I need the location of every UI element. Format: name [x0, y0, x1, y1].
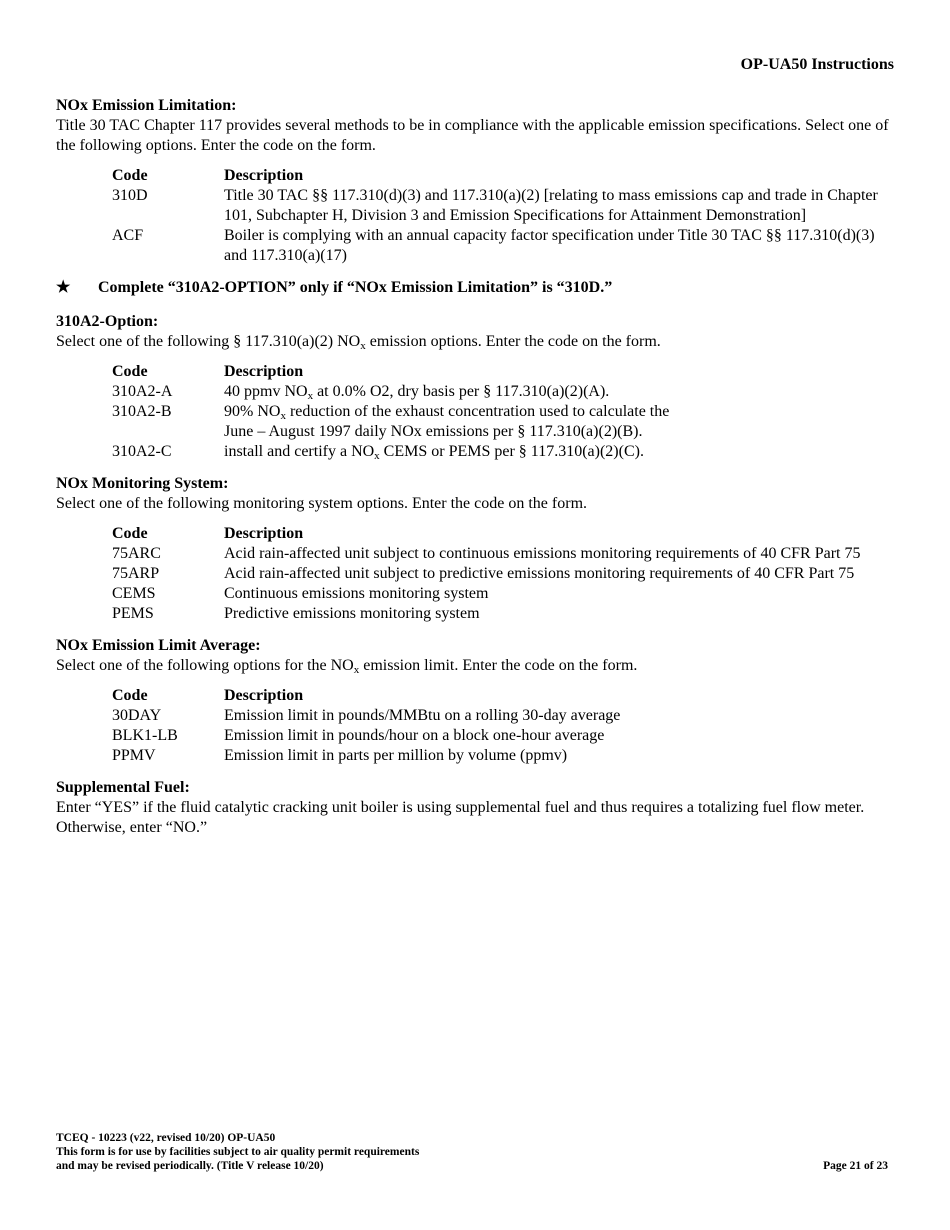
table-row	[112, 564, 861, 584]
note-text: Complete “310A2-OPTION” only if “NOx Emission Limitation” is “310D.”	[98, 279, 613, 296]
table-row	[112, 604, 861, 624]
column-header-description: Description	[224, 363, 304, 380]
description-cell: 40 ppmv $NO_x$ at 0.0% O2, dry basis per § 117.310(a)(2)(A).	[224, 383, 610, 402]
table-row	[112, 746, 620, 766]
code-table	[112, 524, 861, 624]
description-cell: Acid rain-affected unit subject to predictive emissions monitoring requirements of 40 CFR Part 75	[224, 565, 855, 582]
table-row	[112, 402, 669, 442]
code-cell: 75ARP	[112, 565, 160, 582]
code-cell: BLK1-LB	[112, 727, 178, 744]
document-body	[56, 96, 894, 850]
code-cell: 30DAY	[112, 707, 162, 724]
table-row	[112, 186, 894, 226]
table-row	[112, 584, 861, 604]
section-nox-emission-limitation	[56, 96, 894, 266]
description-cell: Title 30 TAC §§ 117.310(d)(3) and 117.310(a)(2) [relating to mass emissions cap and trade in Chapter 101, Subchapter H, Division 3 and Emission Specifications for Attainment Demonstration]	[224, 187, 878, 224]
section-intro: Title 30 TAC Chapter 117 provides several methods to be in compliance with the applicable emission specifications. Select one of the following options. Enter the code on the form.	[56, 117, 889, 154]
section-title: Supplemental Fuel:	[56, 779, 190, 796]
description-cell: Boiler is complying with an annual capacity factor specification under Title 30 TAC §§ 117.310(d)(3) and 117.310(a)(17)	[224, 227, 875, 264]
section-title: 310A2-Option:	[56, 313, 159, 330]
column-header-code: Code	[112, 167, 148, 184]
star-icon: ★	[56, 279, 71, 296]
footer-form-id: TCEQ - 10223 (v22, revised 10/20) OP-UA50	[56, 1132, 276, 1144]
code-cell: PEMS	[112, 605, 154, 622]
table-row	[112, 442, 669, 462]
column-header-code: Code	[112, 363, 148, 380]
code-table	[112, 362, 669, 462]
code-cell: CEMS	[112, 585, 156, 602]
section-title: NOx Emission Limit Average:	[56, 637, 261, 654]
page-footer	[56, 1131, 888, 1173]
section-nox-emission-limit-average	[56, 636, 894, 766]
code-cell: 310A2-B	[112, 403, 172, 420]
page-number: Page 21 of 23	[823, 1160, 888, 1172]
code-cell: 310A2-A	[112, 383, 173, 400]
section-title: NOx Monitoring System:	[56, 475, 229, 492]
section-intro: Select one of the following § 117.310(a)(2) $NO_x$ emission options. Enter the code on the form.	[56, 333, 661, 352]
table-row	[112, 726, 620, 746]
table-header-row	[112, 686, 620, 706]
code-cell: 310D	[112, 187, 148, 204]
table-header-row	[112, 524, 861, 544]
description-cell: 90% $NO_x$ reduction of the exhaust concentration used to calculate the June – August 1997 daily NOx emissions per § 117.310(a)(2)(B).	[224, 403, 670, 440]
description-cell: Acid rain-affected unit subject to continuous emissions monitoring requirements of 40 CFR Part 75	[224, 545, 861, 562]
code-cell: PPMV	[112, 747, 156, 764]
description-cell: Emission limit in parts per million by volume (ppmv)	[224, 747, 568, 764]
code-cell: 310A2-C	[112, 443, 172, 460]
section-intro: Select one of the following monitoring system options. Enter the code on the form.	[56, 495, 588, 512]
table-row	[112, 226, 894, 266]
footer-notice-line: This form is for use by facilities subject to air quality permit requirements	[56, 1146, 420, 1158]
description-cell: Emission limit in pounds/MMBtu on a rolling 30-day average	[224, 707, 621, 724]
column-header-code: Code	[112, 687, 148, 704]
footer-notice-line: and may be revised periodically. (Title V release 10/20)	[56, 1160, 324, 1172]
table-row	[112, 706, 620, 726]
description-cell: Predictive emissions monitoring system	[224, 605, 480, 622]
description-cell: install and certify a $NO_x$ CEMS or PEMS per § 117.310(a)(2)(C).	[224, 443, 644, 462]
table-row	[112, 382, 669, 402]
column-header-code: Code	[112, 525, 148, 542]
description-cell: Continuous emissions monitoring system	[224, 585, 489, 602]
code-cell: 75ARC	[112, 545, 161, 562]
section-title: NOx Emission Limitation:	[56, 97, 237, 114]
table-row	[112, 544, 861, 564]
table-header-row	[112, 362, 669, 382]
column-header-description: Description	[224, 525, 304, 542]
code-cell: ACF	[112, 227, 144, 244]
section-310a2-option	[56, 312, 894, 462]
column-header-description: Description	[224, 167, 304, 184]
page-header-title: OP-UA50 Instructions	[740, 56, 894, 73]
instruction-note	[56, 278, 894, 298]
description-cell: Emission limit in pounds/hour on a block one-hour average	[224, 727, 605, 744]
section-text: Enter “YES” if the fluid catalytic cracking unit boiler is using supplemental fuel and thus requires a totalizing fuel flow meter. Otherwise, enter “NO.”	[56, 799, 865, 836]
code-table	[112, 166, 894, 266]
section-supplemental-fuel	[56, 778, 894, 838]
table-header-row	[112, 166, 894, 186]
section-intro: Select one of the following options for the $NO_x$ emission limit. Enter the code on the form.	[56, 657, 638, 676]
code-table	[112, 686, 620, 766]
column-header-description: Description	[224, 687, 304, 704]
section-nox-monitoring-system	[56, 474, 894, 624]
